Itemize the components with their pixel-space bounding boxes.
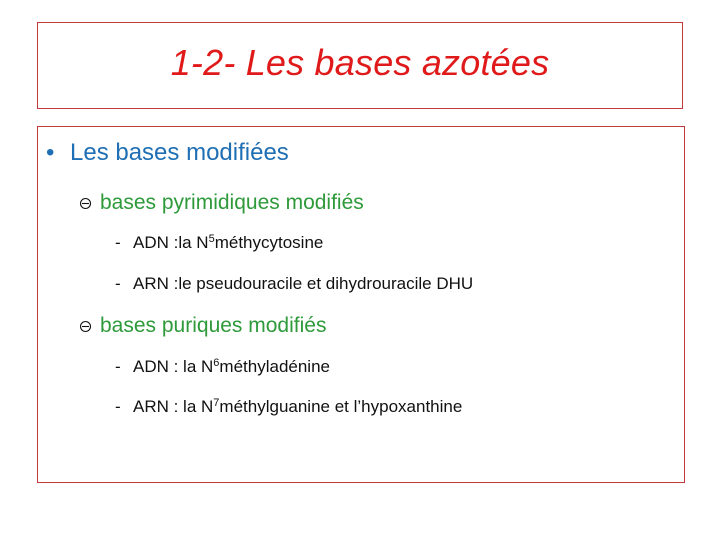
dash-marker: - <box>115 397 121 416</box>
slide-title: 1-2- Les bases azotées <box>170 41 550 83</box>
heading-modified-bases <box>46 139 289 167</box>
circle-bullet-icon <box>79 320 92 333</box>
list-item-adn-pyrimidine <box>115 233 323 253</box>
item-prefix: ARN :le pseudouracile et dihydrouracile DHU <box>133 274 474 293</box>
group-label: bases puriques modifiés <box>100 314 327 337</box>
item-suffix: méthycytosine <box>214 233 324 252</box>
group-purine <box>79 314 326 338</box>
dash-marker: - <box>115 357 121 376</box>
list-item-arn-pyrimidine <box>115 274 473 294</box>
item-superscript: 7 <box>213 397 220 409</box>
item-suffix: méthyladénine <box>219 357 330 376</box>
bullet-icon: • <box>46 139 55 166</box>
heading-text: Les bases modifiées <box>70 139 289 166</box>
list-item-arn-purine <box>115 397 462 417</box>
list-item-adn-purine <box>115 357 330 377</box>
item-superscript: 6 <box>213 357 220 369</box>
item-prefix: ARN : la N <box>133 397 214 416</box>
title-box <box>37 22 683 109</box>
item-prefix: ADN : la N <box>133 357 214 376</box>
dash-marker: - <box>115 274 121 293</box>
group-pyrimidine <box>79 191 364 215</box>
item-suffix: méthylguanine et l’hypoxanthine <box>219 397 463 416</box>
item-superscript: 5 <box>208 233 215 245</box>
item-prefix: ADN :la N <box>133 233 209 252</box>
content-box <box>37 126 685 483</box>
group-label: bases pyrimidiques modifiés <box>100 191 364 214</box>
dash-marker: - <box>115 233 121 252</box>
circle-bullet-icon <box>79 197 92 210</box>
